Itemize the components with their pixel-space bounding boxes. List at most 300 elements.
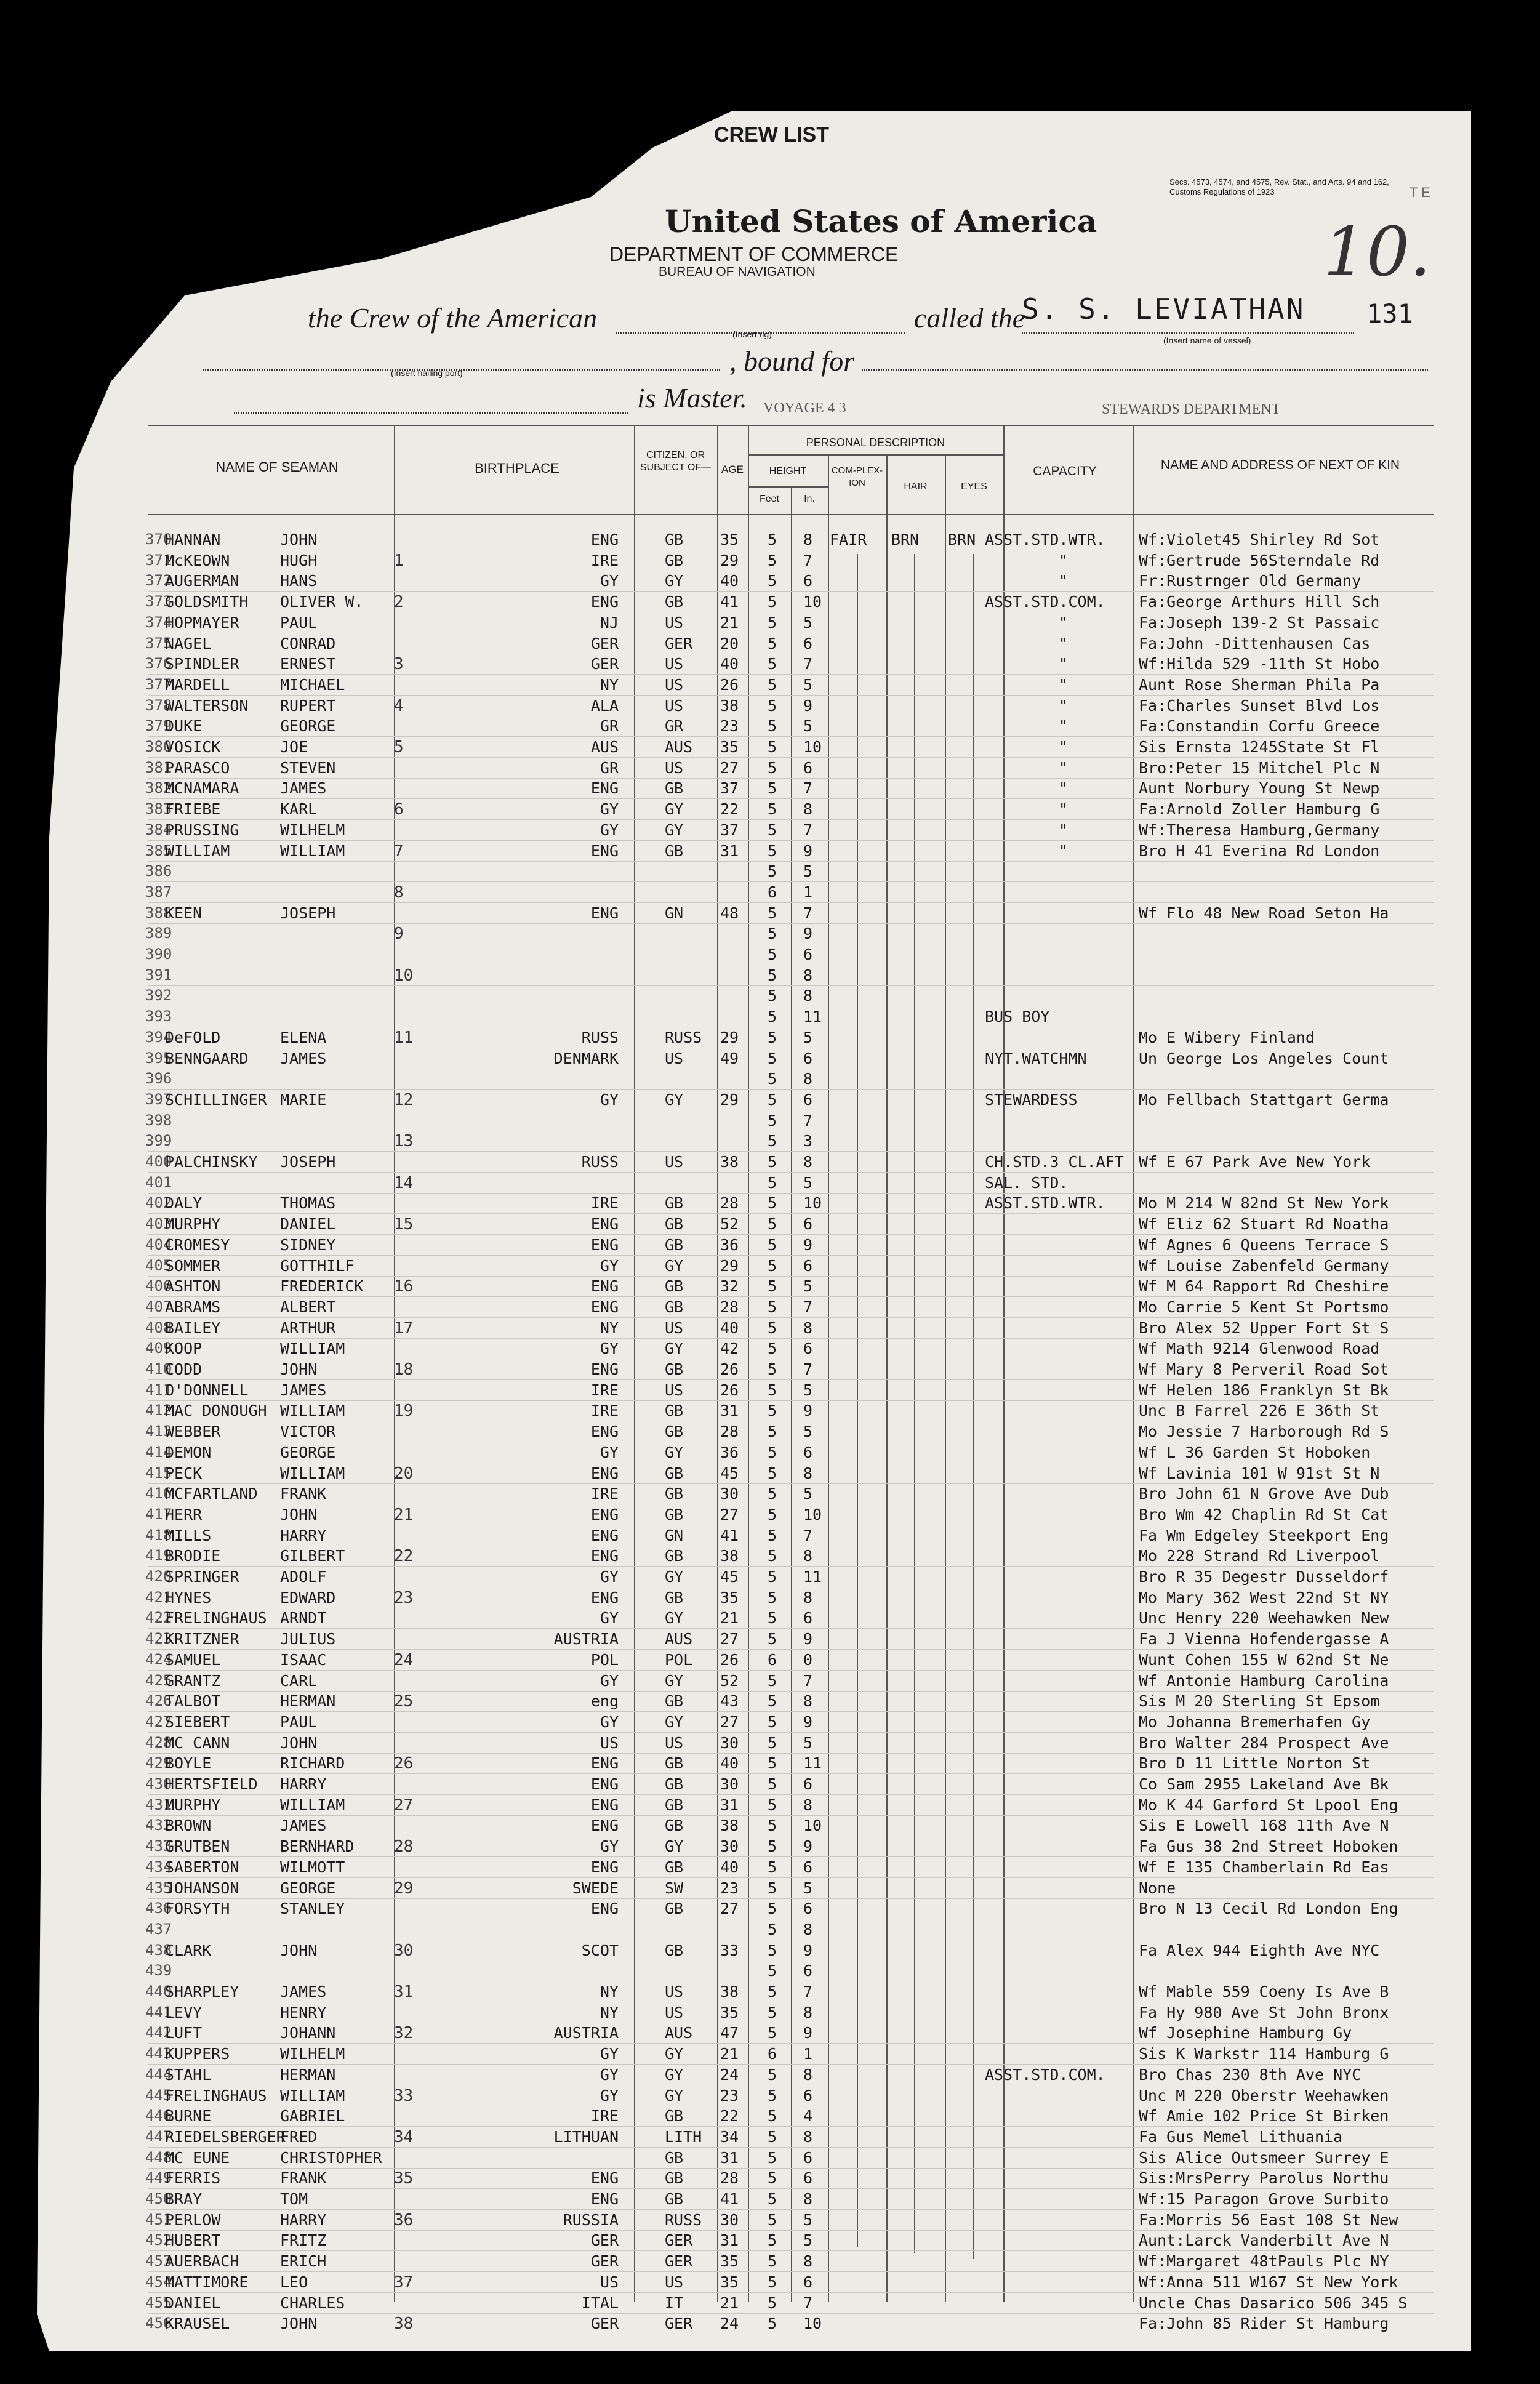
capacity: " <box>1059 655 1069 673</box>
citizen-of: US <box>665 759 684 777</box>
surname: WALTERSON <box>165 697 249 715</box>
given-name: STANLEY <box>280 1900 345 1917</box>
next-of-kin: Fa:Joseph 139-2 St Passaic <box>1139 614 1380 632</box>
citizen-of: GB <box>665 1464 684 1482</box>
surname: BENNGAARD <box>165 1050 249 1067</box>
given-name: LEO <box>280 2273 308 2291</box>
surname: HERTSFIELD <box>165 1775 258 1793</box>
row-rule <box>148 2271 1434 2272</box>
citizen-of: RUSS <box>665 2211 702 2229</box>
age: 29 <box>720 1257 739 1275</box>
surname: GRUTBEN <box>165 1837 230 1855</box>
seq-number: 407 <box>145 1298 172 1315</box>
surname: KRAUSEL <box>165 2314 230 2332</box>
age: 38 <box>720 1153 739 1171</box>
surname: CLARK <box>165 1941 212 1959</box>
next-of-kin: Wf E 67 Park Ave New York <box>1139 1153 1371 1171</box>
height-feet: 5 <box>768 1609 777 1627</box>
crew-phrase: the Crew of the American <box>308 302 598 334</box>
age: 32 <box>720 1277 739 1295</box>
row-rule <box>148 1711 1434 1712</box>
given-name: GILBERT <box>280 1547 345 1565</box>
height-feet: 6 <box>768 2045 777 2063</box>
age: 27 <box>720 1900 739 1917</box>
birthplace: GY <box>600 572 619 590</box>
surname: BROWN <box>165 1816 212 1834</box>
surname: MILLS <box>165 1527 212 1544</box>
line-number: 3 <box>394 655 404 673</box>
department-heading: DEPARTMENT OF COMMERCE <box>609 243 899 265</box>
page-number: 131 <box>1366 299 1413 329</box>
height-feet: 5 <box>768 862 777 880</box>
citizen-of: GY <box>665 1339 684 1357</box>
citizen-of: GER <box>665 2252 693 2270</box>
height-inches: 11 <box>803 1568 822 1586</box>
birthplace: DENMARK <box>553 1050 619 1067</box>
row-rule <box>148 2188 1434 2189</box>
birthplace: GY <box>600 1713 619 1731</box>
surname: MCNAMARA <box>165 779 239 797</box>
seq-number: 440 <box>145 1983 172 2000</box>
height-inches: 7 <box>803 655 813 673</box>
capacity: CH.STD.3 CL.AFT <box>985 1153 1124 1171</box>
age: 24 <box>720 2066 739 2084</box>
destination-line <box>862 369 1428 371</box>
seq-number: 395 <box>145 1050 172 1067</box>
capacity: " <box>1059 779 1069 797</box>
surname: McKEOWN <box>165 552 230 569</box>
height-inches: 6 <box>803 2087 813 2105</box>
line-number: 38 <box>394 2314 414 2333</box>
age: 47 <box>720 2024 739 2042</box>
row-rule <box>148 1670 1434 1671</box>
master-line <box>234 412 628 414</box>
height-inches: 8 <box>803 2252 813 2270</box>
citizen-of: GN <box>665 904 684 922</box>
height-feet: 5 <box>768 676 777 694</box>
next-of-kin: Wf Helen 186 Franklyn St Bk <box>1139 1381 1389 1399</box>
row-rule <box>148 1898 1434 1899</box>
next-of-kin: Wf Louise Zabenfeld Germany <box>1139 1257 1389 1275</box>
col-feet: Feet <box>759 494 779 504</box>
seq-number: 406 <box>145 1277 172 1294</box>
row-rule <box>148 591 1434 592</box>
age: 30 <box>720 1485 739 1503</box>
citizen-of: GB <box>665 1858 684 1876</box>
age: 26 <box>720 1360 739 1378</box>
citizen-of: US <box>665 1153 684 1171</box>
seq-number: 400 <box>145 1153 172 1170</box>
height-inches: 3 <box>803 1132 813 1150</box>
vessel-caption: (Insert name of vessel) <box>1163 335 1251 345</box>
birthplace: GER <box>590 2252 619 2270</box>
seq-number: 385 <box>145 842 172 859</box>
birthplace: RUSS <box>581 1153 619 1171</box>
seq-number: 403 <box>145 1215 172 1232</box>
height-inches: 10 <box>803 2314 822 2332</box>
age: 30 <box>720 1775 739 1793</box>
row-rule <box>148 1276 1434 1277</box>
next-of-kin: Wf Agnes 6 Queens Terrace S <box>1139 1236 1389 1254</box>
seq-number: 430 <box>145 1775 172 1792</box>
seq-number: 446 <box>145 2107 172 2124</box>
next-of-kin: Bro D 11 Little Norton St <box>1139 1754 1371 1772</box>
capacity: STEWARDESS <box>985 1091 1078 1109</box>
birthplace: eng <box>590 1692 619 1710</box>
given-name: FRED <box>280 2128 318 2146</box>
given-name: HARRY <box>280 1527 327 1544</box>
height-inches: 7 <box>803 1527 813 1544</box>
next-of-kin: Fr:Rustrnger Old Germany <box>1139 572 1362 590</box>
next-of-kin: Fa Wm Edgeley Steekport Eng <box>1139 1527 1389 1544</box>
age: 22 <box>720 2107 739 2125</box>
height-feet: 5 <box>768 1339 777 1357</box>
birthplace: GY <box>600 1091 619 1109</box>
surname: MARDELL <box>165 676 230 694</box>
birthplace: NY <box>600 1983 619 2001</box>
birthplace: GY <box>600 1443 619 1461</box>
given-name: GEORGE <box>280 1879 336 1897</box>
next-of-kin: Fa:Morris 56 East 108 St New <box>1139 2211 1398 2229</box>
age: 40 <box>720 1319 739 1337</box>
given-name: ADOLF <box>280 1568 327 1586</box>
height-inches: 8 <box>803 2190 813 2208</box>
row-rule <box>148 1856 1434 1857</box>
next-of-kin: Aunt Norbury Young St Newp <box>1139 779 1380 797</box>
row-rule <box>148 1400 1434 1401</box>
seq-number: 380 <box>145 738 172 755</box>
surname: MURPHY <box>165 1796 221 1814</box>
next-of-kin: Fa:George Arthurs Hill Sch <box>1139 593 1380 611</box>
height-inches: 7 <box>803 1983 813 2001</box>
line-number: 30 <box>394 1941 414 1960</box>
next-of-kin: Unc M 220 Oberstr Weehawken <box>1139 2087 1389 2105</box>
line-number: 29 <box>394 1879 414 1898</box>
seq-number: 388 <box>145 904 172 921</box>
height-inches: 5 <box>803 717 813 735</box>
given-name: JOHN <box>280 1506 318 1523</box>
height-feet: 6 <box>768 883 777 901</box>
age: 35 <box>720 2004 739 2021</box>
citizen-of: RUSS <box>665 1029 702 1046</box>
seq-number: 396 <box>145 1070 172 1087</box>
row-rule <box>148 1877 1434 1878</box>
citizen-of: GB <box>665 1816 684 1834</box>
birthplace: ENG <box>590 1423 619 1440</box>
row-rule <box>148 1732 1434 1733</box>
next-of-kin: Wf:Anna 511 W167 St New York <box>1139 2273 1398 2291</box>
birthplace: IRE <box>590 1381 619 1399</box>
next-of-kin: None <box>1139 1879 1176 1897</box>
birthplace: ENG <box>590 1277 619 1295</box>
birthplace: SWEDE <box>572 1879 619 1897</box>
citizen-of: US <box>665 1050 684 1067</box>
height-feet: 5 <box>768 1879 777 1897</box>
citizen-of: GN <box>665 1527 684 1544</box>
line-number: 4 <box>394 697 404 715</box>
next-of-kin: Mo M 214 W 82nd St New York <box>1139 1194 1389 1212</box>
height-inches: 5 <box>803 1734 813 1752</box>
next-of-kin: Bro Wm 42 Chaplin Rd St Cat <box>1139 1506 1389 1523</box>
citizen-of: GB <box>665 779 684 797</box>
citizen-of: GB <box>665 1236 684 1254</box>
given-name: FRITZ <box>280 2231 327 2249</box>
height-feet: 5 <box>768 1983 777 2001</box>
height-inches: 8 <box>803 1319 813 1337</box>
height-feet: 5 <box>768 1174 777 1192</box>
citizen-of: GY <box>665 2087 684 2105</box>
height-feet: 5 <box>768 842 777 860</box>
citizen-of: GY <box>665 1672 684 1690</box>
age: 27 <box>720 1630 739 1648</box>
age: 23 <box>720 1879 739 1897</box>
surname: FRIEBE <box>165 800 221 818</box>
next-of-kin: Aunt:Larck Vanderbilt Ave N <box>1139 2231 1389 2249</box>
height-inches: 5 <box>803 1879 813 1897</box>
given-name: GEORGE <box>280 1443 336 1461</box>
surname: GOLDSMITH <box>165 593 249 611</box>
seq-number: 417 <box>145 1506 172 1523</box>
surname: DANIEL <box>165 2294 221 2312</box>
birthplace: ENG <box>590 779 619 797</box>
age: 35 <box>720 1589 739 1607</box>
height-feet: 5 <box>768 572 777 590</box>
surname: ABRAMS <box>165 1298 221 1316</box>
surname: DUKE <box>165 717 203 735</box>
row-rule <box>148 778 1434 779</box>
next-of-kin: Fa:Arnold Zoller Hamburg G <box>1139 800 1380 818</box>
given-name: PAUL <box>280 1713 318 1731</box>
birthplace: ENG <box>590 593 619 611</box>
citizen-of: US <box>665 1319 684 1337</box>
crew-list-title: CREW LIST <box>714 123 829 146</box>
col-citizen: CITIZEN, OR SUBJECT OF— <box>640 450 712 473</box>
vessel-line <box>1022 332 1354 334</box>
seq-number: 437 <box>145 1920 172 1938</box>
grid-line <box>828 454 829 2302</box>
col-inches: In. <box>804 494 815 504</box>
seq-number: 404 <box>145 1236 172 1253</box>
age: 30 <box>720 2211 739 2229</box>
height-inches: 9 <box>803 842 813 860</box>
height-feet: 5 <box>768 2252 777 2270</box>
height-inches: 6 <box>803 1609 813 1627</box>
seq-number: 410 <box>145 1360 172 1378</box>
height-inches: 6 <box>803 1775 813 1793</box>
next-of-kin: Wf Flo 48 New Road Seton Ha <box>1139 904 1389 922</box>
age: 38 <box>720 1816 739 1834</box>
grid-line <box>791 486 792 2302</box>
age: 41 <box>720 593 739 611</box>
seq-number: 409 <box>145 1339 172 1357</box>
given-name: ERNEST <box>280 655 336 673</box>
grid-line <box>1133 425 1134 2302</box>
given-name: RUPERT <box>280 697 336 715</box>
line-number: 16 <box>394 1277 414 1296</box>
height-inches: 6 <box>803 1215 813 1233</box>
age: 21 <box>720 1609 739 1627</box>
given-name: EDWARD <box>280 1589 336 1607</box>
row-rule <box>148 1151 1434 1152</box>
citizen-of: US <box>665 1983 684 2001</box>
height-inches: 8 <box>803 2004 813 2021</box>
seq-number: 412 <box>145 1402 172 1419</box>
citizen-of: GB <box>665 1277 684 1295</box>
next-of-kin: Mo Carrie 5 Kent St Portsmo <box>1139 1298 1389 1316</box>
height-inches: 5 <box>803 2231 813 2249</box>
seq-number: 398 <box>145 1112 172 1129</box>
age: 23 <box>720 2087 739 2105</box>
surname: AUERBACH <box>165 2252 239 2270</box>
height-inches: 8 <box>803 1796 813 1814</box>
seq-number: 424 <box>145 1651 172 1668</box>
seq-number: 383 <box>145 800 172 817</box>
line-number: 14 <box>394 1174 414 1192</box>
height-feet: 5 <box>768 759 777 777</box>
height-inches: 7 <box>803 1298 813 1316</box>
birthplace: ENG <box>590 531 619 548</box>
surname: SIEBERT <box>165 1713 230 1731</box>
given-name: GOTTHILF <box>280 1257 355 1275</box>
height-feet: 5 <box>768 1257 777 1275</box>
next-of-kin: Bro Alex 52 Upper Fort St S <box>1139 1319 1389 1337</box>
age: 35 <box>720 2273 739 2291</box>
capacity: " <box>1059 614 1069 632</box>
birthplace: ENG <box>590 1298 619 1316</box>
height-inches: 8 <box>803 1464 813 1482</box>
height-feet: 5 <box>768 1153 777 1171</box>
height-inches: 10 <box>803 593 822 611</box>
col-next-of-kin: NAME AND ADDRESS OF NEXT OF KIN <box>1160 458 1400 472</box>
next-of-kin: Fa Hy 980 Ave St John Bronx <box>1139 2004 1389 2021</box>
seq-number: 426 <box>145 1692 172 1709</box>
height-inches: 6 <box>803 635 813 652</box>
col-birthplace: BIRTHPLACE <box>475 460 559 476</box>
height-feet: 5 <box>768 779 777 797</box>
handwritten-number: 10. <box>1323 212 1431 291</box>
height-feet: 5 <box>768 655 777 673</box>
birthplace: GR <box>600 717 619 735</box>
given-name: JAMES <box>280 1983 327 2001</box>
next-of-kin: Wf E 135 Chamberlain Rd Eas <box>1139 1858 1389 1876</box>
line-number: 31 <box>394 1983 414 2001</box>
height-inches: 6 <box>803 945 813 963</box>
birthplace: ENG <box>590 1900 619 1917</box>
given-name: ERICH <box>280 2252 327 2270</box>
given-name: FRANK <box>280 1485 327 1503</box>
surname: PERLOW <box>165 2211 221 2229</box>
height-inches: 6 <box>803 1257 813 1275</box>
seq-number: 382 <box>145 779 172 797</box>
citizen-of: US <box>665 697 684 715</box>
height-rule <box>748 486 828 488</box>
next-of-kin: Co Sam 2955 Lakeland Ave Bk <box>1139 1775 1389 1793</box>
height-feet: 5 <box>768 1713 777 1731</box>
height-inches: 6 <box>803 1900 813 1917</box>
age: 20 <box>720 635 739 652</box>
seq-number: 374 <box>145 614 172 631</box>
given-name: WILLIAM <box>280 1464 345 1482</box>
next-of-kin: Bro:Peter 15 Mitchel Plc N <box>1139 759 1380 777</box>
surname: MAC DONOUGH <box>165 1402 267 1419</box>
col-complexion: COM-PLEX-ION <box>831 465 883 488</box>
height-inches: 5 <box>803 1485 813 1503</box>
age: 48 <box>720 904 739 922</box>
height-inches: 8 <box>803 1692 813 1710</box>
citizen-of: GB <box>665 552 684 569</box>
seq-number: 428 <box>145 1734 172 1751</box>
height-inches: 6 <box>803 1091 813 1109</box>
next-of-kin: Fa:Charles Sunset Blvd Los <box>1139 697 1380 715</box>
seq-number: 401 <box>145 1174 172 1191</box>
height-feet: 5 <box>768 1547 777 1565</box>
citizen-of: GY <box>665 1257 684 1275</box>
height-inches: 7 <box>803 552 813 569</box>
next-of-kin: Wf Antonie Hamburg Carolina <box>1139 1672 1389 1690</box>
seq-number: 448 <box>145 2149 172 2166</box>
height-feet: 5 <box>768 2273 777 2291</box>
row-rule <box>148 861 1434 862</box>
age: 40 <box>720 1858 739 1876</box>
given-name: ARTHUR <box>280 1319 336 1337</box>
surname: DEMON <box>165 1443 212 1461</box>
ditto-stroke <box>914 554 915 2253</box>
capacity: ASST.STD.COM. <box>985 2066 1105 2084</box>
birthplace: NY <box>600 676 619 694</box>
height-feet: 5 <box>768 1485 777 1503</box>
capacity: " <box>1059 821 1069 839</box>
surname: SPINDLER <box>165 655 239 673</box>
surname: AUGERMAN <box>165 572 239 590</box>
height-feet: 5 <box>768 821 777 839</box>
height-inches: 7 <box>803 1672 813 1690</box>
citizen-of: US <box>665 1734 684 1752</box>
row-rule <box>148 1234 1434 1235</box>
seq-number: 422 <box>145 1609 172 1626</box>
height-feet: 5 <box>768 1837 777 1855</box>
seq-number: 391 <box>145 966 172 984</box>
given-name: SIDNEY <box>280 1236 336 1254</box>
age: 29 <box>720 1029 739 1046</box>
line-number: 5 <box>394 738 404 757</box>
next-of-kin: Wf Math 9214 Glenwood Road <box>1139 1339 1380 1357</box>
given-name: VICTOR <box>280 1423 336 1440</box>
given-name: CARL <box>280 1672 318 1690</box>
capacity: " <box>1059 572 1069 590</box>
given-name: JOHN <box>280 2314 318 2332</box>
capacity: " <box>1059 717 1069 735</box>
seq-number: 421 <box>145 1589 172 1606</box>
birthplace: NY <box>600 1319 619 1337</box>
line-number: 27 <box>394 1796 414 1815</box>
height-feet: 5 <box>768 1423 777 1440</box>
birthplace: IRE <box>590 552 619 569</box>
rig-caption: (Insert rig) <box>732 329 772 339</box>
grid-line <box>748 425 749 2302</box>
row-rule <box>148 1649 1434 1650</box>
age: 28 <box>720 2169 739 2187</box>
given-name: MARIE <box>280 1091 327 1109</box>
height-feet: 5 <box>768 1112 777 1130</box>
next-of-kin: Fa Gus 38 2nd Street Hoboken <box>1139 1837 1398 1855</box>
citizen-of: GY <box>665 1713 684 1731</box>
vessel-name: S. S. LEVIATHAN <box>1022 292 1305 326</box>
row-rule <box>148 1089 1434 1090</box>
height-feet: 5 <box>768 1527 777 1544</box>
capacity: ASST.STD.WTR. <box>985 1194 1105 1212</box>
surname: VOSICK <box>165 738 221 756</box>
next-of-kin: Bro N 13 Cecil Rd London Eng <box>1139 1900 1398 1917</box>
